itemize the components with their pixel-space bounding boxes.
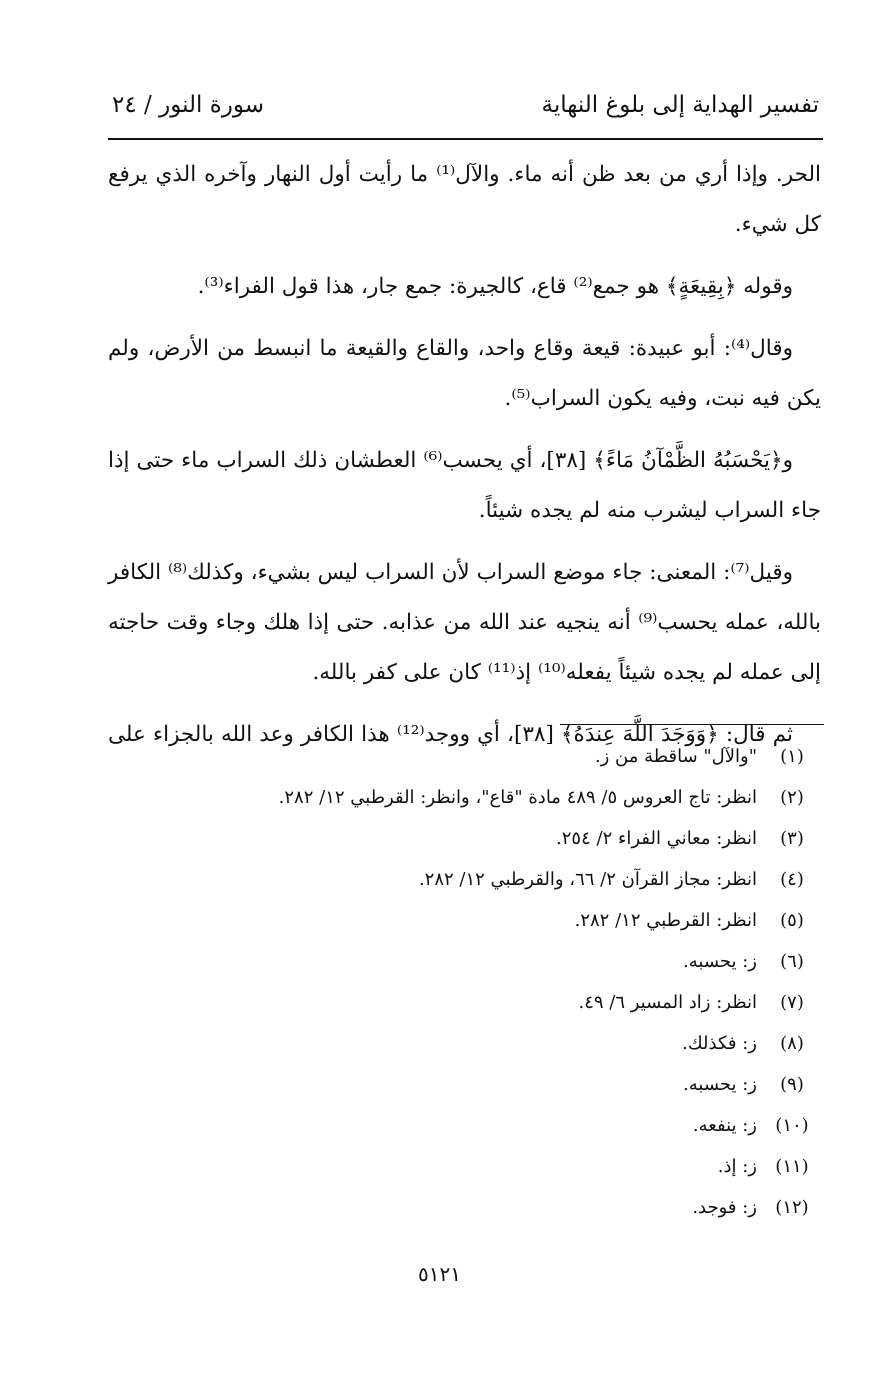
footnote [177,910,827,951]
footnote-text: ز: ينفعه. [692,1115,757,1136]
footnote-text: ز: إذ. [717,1156,757,1177]
footnote-text: "والآل" ساقطة من ز. [594,746,757,767]
footnote-number: (١٢) [775,1197,809,1218]
running-surah-reference: سورة النور / ٢٤ [112,92,265,118]
footnote [177,869,827,910]
footnote-text: ز: يحسبه. [683,1074,757,1095]
footnotes-list [177,746,827,1238]
paragraph-2: وقوله ﴿بِقِيعَةٍ﴾ هو جمع⁽²⁾ قاع، كالجيرة: جمع جار، هذا قول الفراء⁽³⁾. [197,274,793,299]
footnote-divider [560,724,824,725]
footnote-number: (٤) [780,869,804,890]
footnote-text: ز: يحسبه. [683,951,757,972]
footnote [177,992,827,1033]
footnote [177,787,827,828]
footnote-text: انظر: زاد المسير ٦/ ٤٩. [578,992,757,1013]
footnote-text: انظر: تاج العروس ٥/ ٤٨٩ مادة "قاع"، وانظر: القرطبي ١٢/ ٢٨٢. [278,787,757,808]
footnote [177,828,827,869]
footnote-number: (٩) [780,1074,804,1095]
paragraph-1: الحر. وإذا أري من بعد ظن أنه ماء. والآل⁽¹⁾ ما رأيت أول النهار وآخره الذي يرفع كل شيء. [108,162,821,237]
header-divider [108,138,823,140]
main-text [108,150,821,772]
footnote-number: (٢) [780,787,804,808]
footnote-text: ز: فكذلك. [682,1033,757,1054]
paragraph-6: ثم قال: ﴿وَوَجَدَ اللَّهَ عِندَهُ﴾ [٣٨]، أي ووجد⁽¹²⁾ هذا الكافر وعد الله بالجزاء على [108,722,793,747]
footnote-number: (١٠) [775,1115,809,1136]
paragraph-4: و﴿يَحْسَبُهُ الظَّمْآنُ مَاءً﴾ [٣٨]، أي يحسب⁽⁶⁾ العطشان ذلك السراب ماء حتى إذا جاء السراب ليشرب منه لم يجده شيئاً. [108,448,821,523]
paragraph-3: وقال⁽⁴⁾: أبو عبيدة: قيعة وقاع واحد، والقاع والقيعة ما انبسط من الأرض، ولم يكن فيه نبت، وفيه يكون السراب⁽⁵⁾. [108,336,821,411]
footnote-text: ز: فوجد. [692,1197,757,1218]
running-book-title: تفسير الهداية إلى بلوغ النهاية [541,92,819,118]
footnote [177,1115,827,1156]
paragraph-5: وقيل⁽⁷⁾: المعنى: جاء موضع السراب لأن السراب ليس بشيء، وكذلك⁽⁸⁾ الكافر بالله، عمله يحسب⁽⁹⁾ أنه ينجيه عند الله من عذابه. حتى إذا هلك وجاء وقت حاجته إلى عمله لم يجده شيئاً يفعله⁽¹⁰⁾ إذ⁽¹¹⁾ كان على كفر بالله. [108,560,821,685]
footnote-text: انظر: معاني الفراء ٢/ ٢٥٤. [556,828,757,849]
footnote-number: (١) [780,746,804,767]
footnote-text: انظر: مجاز القرآن ٢/ ٦٦، والقرطبي ١٢/ ٢٨٢. [418,869,757,890]
footnote-number: (١١) [775,1156,809,1177]
footnote [177,1033,827,1074]
footnote [177,1156,827,1197]
footnote-number: (٣) [780,828,804,849]
footnote [177,951,827,992]
footnote [177,1074,827,1115]
footnote [177,1197,827,1238]
footnote [177,746,827,787]
footnote-text: انظر: القرطبي ١٢/ ٢٨٢. [574,910,757,931]
page-number: ٥١٢١ [418,1262,461,1286]
footnote-number: (٥) [780,910,804,931]
footnote-number: (٦) [780,951,804,972]
footnote-number: (٨) [780,1033,804,1054]
footnote-number: (٧) [780,992,804,1013]
